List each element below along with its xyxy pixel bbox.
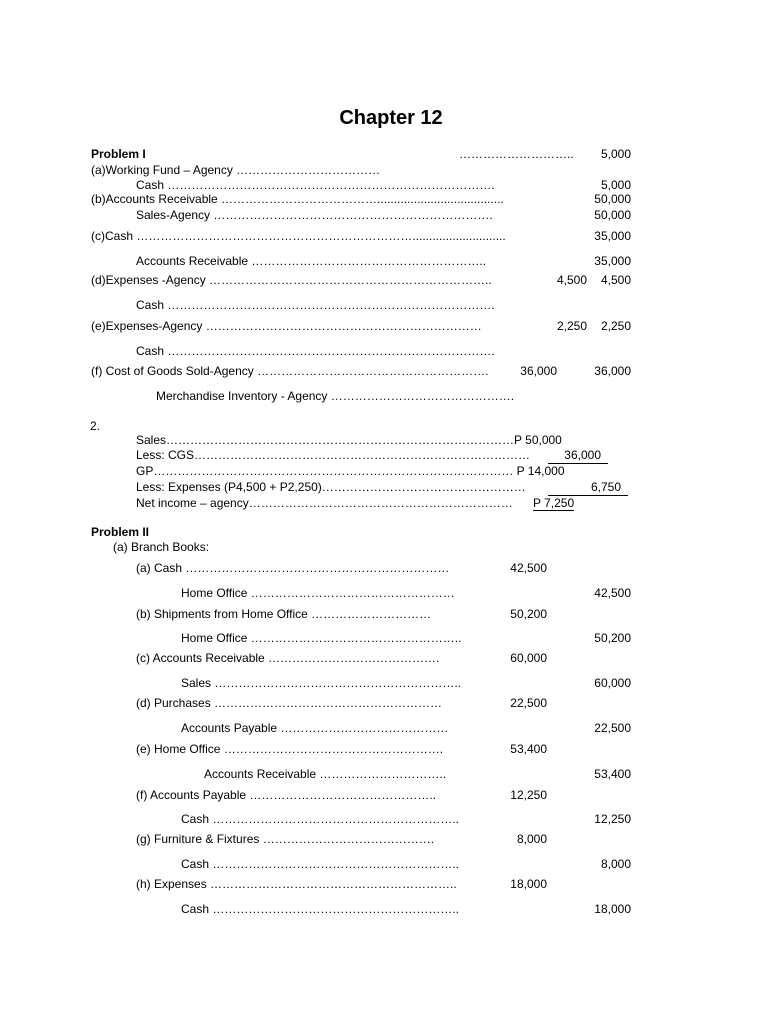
page-title: Chapter 12 [339, 107, 443, 129]
entry-f-cost-of-goods-sold: (f) Cost of Goods Sold-Agency …………………………………………………. [91, 364, 489, 378]
journal-credit-label: Home Office …………………………………………… [181, 586, 455, 600]
amount-debit: 4,500 [556, 273, 587, 287]
journal-credit-label: Cash …………………………………………………….. [181, 902, 460, 916]
amount-debit: 12,250 [510, 788, 547, 802]
journal-debit-label: (f) Accounts Payable ……………………………………….. [136, 788, 437, 802]
journal-debit-label: (a) Cash ………………………………………………………… [136, 561, 450, 575]
entry-c-cash: (c)Cash ……………………………………………………………............................ [91, 229, 506, 243]
amount-credit: 12,250 [594, 812, 631, 826]
amount-credit: 35,000 [594, 254, 631, 268]
income-sales: Sales……………………………………………………………………………P 50,000 [136, 433, 562, 447]
problem-2-heading: Problem II [91, 525, 150, 539]
journal-debit-label: (c) Accounts Receivable ……………………………………. [136, 651, 440, 665]
amount-credit: 60,000 [594, 676, 631, 690]
amount-credit: 18,000 [594, 902, 631, 916]
amount-debit: 8,000 [516, 832, 547, 846]
journal-debit-label: (g) Furniture & Fixtures ……………………………………. [136, 832, 435, 846]
income-less-expenses-label: Less: Expenses (P4,500 + P2,250)…………………………………………… [136, 480, 526, 494]
journal-credit-label: Sales …………………………………………………….. [181, 676, 462, 690]
amount-credit: 50,000 [594, 192, 631, 206]
entry-d-expenses-agency: (d)Expenses -Agency …………………………………………………………….. [91, 273, 492, 287]
problem-1-heading: Problem I [91, 147, 146, 161]
amount-credit: 50,200 [594, 631, 631, 645]
income-net-income-amount: P 7,250 [533, 496, 575, 510]
amount-credit: 2,250 [600, 319, 631, 333]
amount-debit: 2,250 [556, 319, 587, 333]
income-net-income-label: Net income – agency………………………………………………………… [136, 496, 513, 510]
amount-debit: 36,000 [520, 364, 557, 378]
amount-credit: 42,500 [594, 586, 631, 600]
part-2-number: 2. [90, 419, 101, 433]
amount-debit: 50,200 [510, 607, 547, 621]
amount-credit: 5,000 [600, 147, 631, 161]
journal-credit-label: Home Office …………………………………………….. [181, 631, 462, 645]
entry-b-accounts-receivable: (b)Accounts Receivable …………………………………...................................... [91, 192, 504, 206]
entry-a-cash: Cash ………………………………………………………………………. [136, 178, 495, 192]
entry-e-cash: Cash ………………………………………………………………………. [136, 344, 495, 358]
amount-debit: 42,500 [510, 561, 547, 575]
income-less-cgs-amount: 36,000 [564, 448, 601, 462]
amount-credit: 36,000 [594, 364, 631, 378]
problem-2-subheading: (a) Branch Books: [113, 540, 210, 554]
entry-e-expenses-agency: (e)Expenses-Agency …………………………………………………………… [91, 319, 482, 333]
amount-debit: 60,000 [510, 651, 547, 665]
amount-credit: 8,000 [600, 857, 631, 871]
income-less-expenses-amount: 6,750 [590, 480, 621, 494]
journal-credit-label: Accounts Receivable ………………………….. [204, 767, 447, 781]
amount-credit: 50,000 [594, 208, 631, 222]
amount-credit: 53,400 [594, 767, 631, 781]
entry-b-sales-agency: Sales-Agency ……………………………………………………………. [136, 208, 493, 222]
journal-debit-label: (d) Purchases ………………………………………………… [136, 696, 443, 710]
amount-debit: 18,000 [510, 877, 547, 891]
journal-debit-label: (e) Home Office ………………………………………………. [136, 742, 444, 756]
amount-credit: 5,000 [600, 178, 631, 192]
amount-debit: 53,400 [510, 742, 547, 756]
amount-debit: 22,500 [510, 696, 547, 710]
problem-1-heading-dots: ……………………….. [459, 147, 574, 161]
income-less-cgs-label: Less: CGS………………………………………………………………………… [136, 448, 531, 462]
amount-credit: 35,000 [594, 229, 631, 243]
income-gross-profit: GP……………………………………………………………………………… P 14,000 [136, 464, 565, 478]
journal-debit-label: (b) Shipments from Home Office ………………………… [136, 607, 432, 621]
entry-a-working-fund: (a)Working Fund – Agency ……………………………… [91, 163, 381, 177]
amount-credit: 4,500 [600, 273, 631, 287]
entry-d-cash: Cash ………………………………………………………………………. [136, 298, 495, 312]
journal-credit-label: Cash …………………………………………………….. [181, 857, 460, 871]
amount-credit: 22,500 [594, 721, 631, 735]
entry-f-merchandise-inventory: Merchandise Inventory - Agency ………………………………………. [156, 389, 515, 403]
journal-credit-label: Accounts Payable …………………………………… [181, 721, 449, 735]
journal-debit-label: (h) Expenses …………………………………………………….. [136, 877, 457, 891]
entry-c-accounts-receivable: Accounts Receivable ………………………………………………….. [136, 254, 487, 268]
journal-credit-label: Cash …………………………………………………….. [181, 812, 460, 826]
